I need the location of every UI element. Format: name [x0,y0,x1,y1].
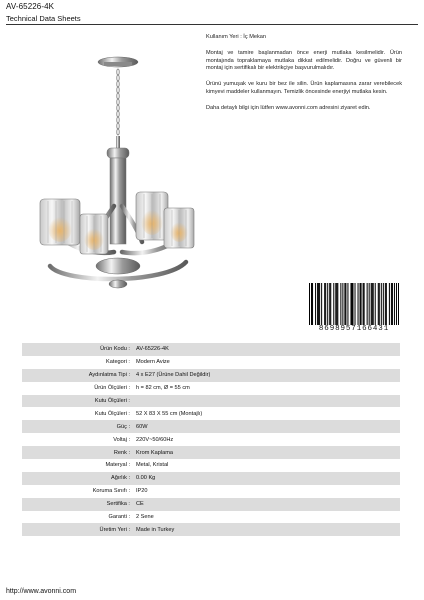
spec-row [22,369,400,382]
spec-table [22,343,400,536]
spec-value: 2 Sene [136,514,154,521]
spec-row [22,472,400,485]
spec-row [22,498,400,511]
spec-value: Made in Turkey [136,526,175,533]
spec-row [22,485,400,498]
spec-label: Ürün Kodu : [100,346,130,353]
spec-label: Üretim Yeri : [99,526,130,533]
cleaning-note: Ürünü yumuşak ve kuru bir bez ile silin. Ürün kaplamasına zarar verebilecek kimyevi maddeler kullanmayın. Temizlik öncesinde enerjiyi mutlaka kesin. [206,81,402,95]
spec-value: 220V~50/60Hz [136,436,174,443]
footer-url: http://www.avonni.com [6,588,77,595]
spec-value: 4 x E27 (Ürüne Dahil Değildir) [136,372,211,379]
usage-location: Kullanım Yeri : İç Mekan [206,34,267,40]
spec-value: 52 X 83 X 55 cm (Montajlı) [136,410,203,417]
spec-label: Renk : [113,449,130,456]
website-note: Daha detaylı bilgi için lütfen www.avonni.com adresini ziyaret edin. [206,105,371,112]
barcode-number: 8698957166431 [309,325,399,333]
spec-row [22,433,400,446]
spec-row [22,523,400,536]
spec-label: Voltaj : [113,436,130,443]
safety-note: Montaj ve tamire başlanmadan önce enerji mutlaka kesilmelidir. Ürün montajında topraklamaya mutlaka dikkat edilmelidir. Doğru ve güvenli bir montaj için sertifikalı bir elektrikçiye başvurulmalıdır. [206,50,402,72]
spec-row [22,407,400,420]
spec-row [22,446,400,459]
chandelier-product-image [34,56,198,300]
spec-row [22,511,400,524]
spec-label: Kutu Ölçüleri : [94,398,130,404]
spec-value: Metal, Kristal [136,462,169,469]
spec-label: Garanti : [108,514,130,521]
spec-label: Güç : [116,423,130,430]
spec-row [22,420,400,433]
spec-value: Modern Avize [136,359,170,366]
spec-row [22,356,400,369]
product-code-heading: AV-65226-4K [6,2,55,11]
spec-row [22,395,400,408]
spec-label: Materyal : [105,462,130,469]
spec-row [22,343,400,356]
spec-value: 60W [136,423,148,430]
spec-label: Ağırlık : [111,475,130,482]
spec-value: 0.00 Kg [136,475,156,482]
spec-value: IP20 [136,488,148,495]
usage-notes [206,34,402,121]
spec-label: Koruma Sınıfı : [92,488,130,495]
spec-value: AV-65226-4K [136,346,169,353]
spec-value: h = 82 cm, Ø = 55 cm [136,385,190,392]
spec-value: Krom Kaplama [136,449,173,456]
spec-value: CE [136,501,144,508]
spec-label: Sertifika : [106,501,130,508]
header-divider [6,24,418,25]
spec-row [22,382,400,395]
spec-label: Kutu Ölçüleri : [94,410,130,417]
document-subtitle: Technical Data Sheets [6,14,81,23]
spec-label: Ürün Ölçüleri : [94,385,130,392]
spec-label: Kategori : [106,359,130,366]
spec-label: Aydınlatma Tipi : [88,372,130,379]
spec-row [22,459,400,472]
